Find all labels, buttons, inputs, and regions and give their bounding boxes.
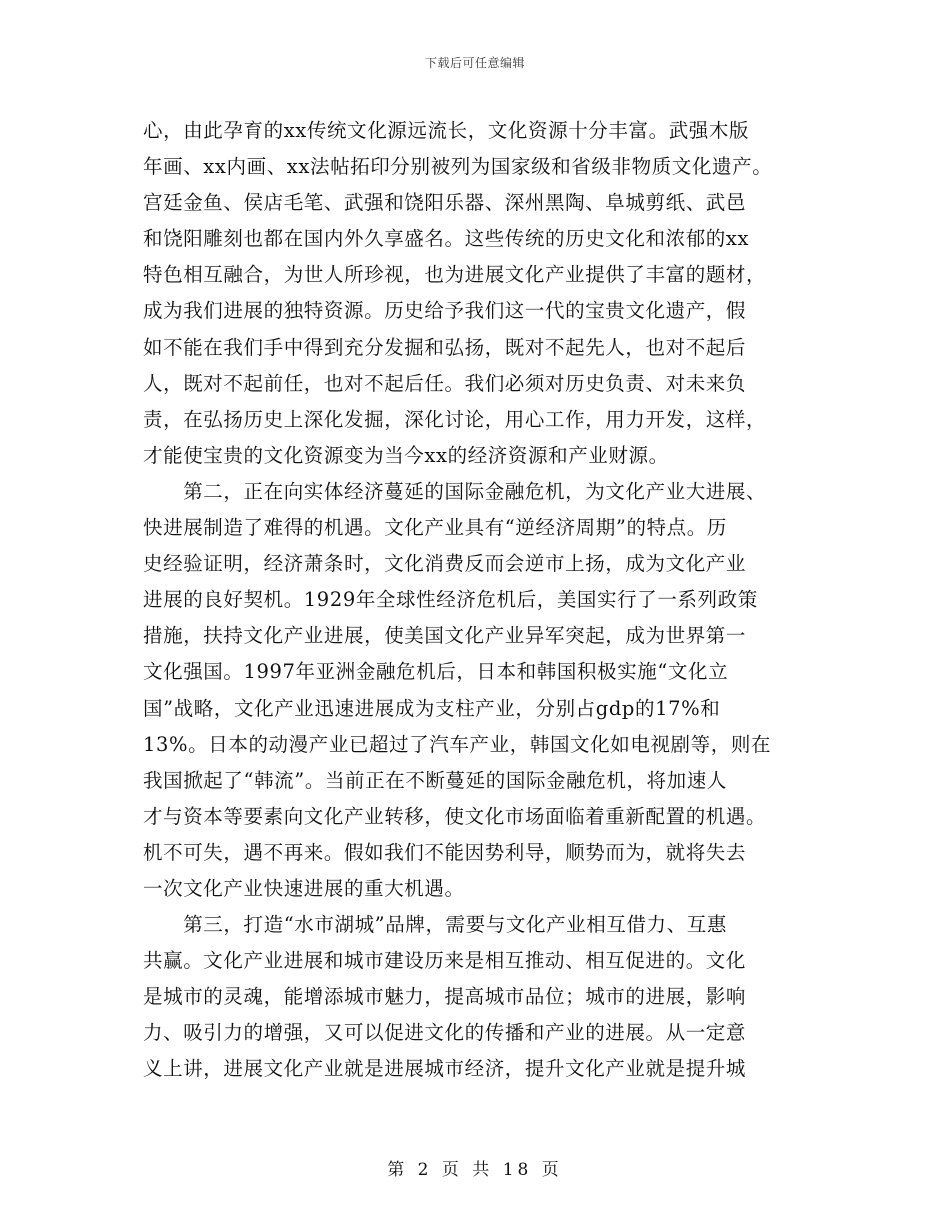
text-line: 措施，扶持文化产业进展，使美国文化产业异军突起，成为世界第一 bbox=[143, 624, 747, 648]
text-line: 心，由此孕育的xx传统文化源远流长，文化资源十分丰富。武强木版 bbox=[143, 119, 750, 142]
text-line: 是城市的灵魂，能增添城市魅力，提高城市品位；城市的进展，影响 bbox=[143, 985, 747, 1009]
text-line: 成为我们进展的独特资源。历史给予我们这一代的宝贵文化遗产，假 bbox=[143, 299, 747, 323]
text-line: 13%。日本的动漫产业已超过了汽车产业，韩国文化如电视剧等，则在 bbox=[143, 732, 772, 756]
text-line: 责，在弘扬历史上深化发掘，深化讨论，用心工作，用力开发，这样， bbox=[143, 407, 767, 431]
page-number-footer: 第 2 页 共 18 页 bbox=[387, 1160, 563, 1180]
text-line: 国”战略，文化产业迅速进展成为支柱产业，分别占gdp的17%和 bbox=[143, 696, 721, 720]
text-line: 如不能在我们手中得到充分发掘和弘扬，既对不起先人，也对不起后 bbox=[143, 335, 747, 359]
text-line: 快进展制造了难得的机遇。文化产业具有“逆经济周期”的特点。历 bbox=[143, 516, 727, 540]
text-line: 人，既对不起前任，也对不起后任。我们必须对历史负责、对未来负 bbox=[143, 371, 747, 395]
text-line: 宫廷金鱼、侯店毛笔、武强和饶阳乐器、深州黑陶、阜城剪纸、武邑 bbox=[143, 191, 747, 215]
text-line: 年画、xx内画、xx法帖拓印分别被列为国家级和省级非物质文化遗产。 bbox=[143, 155, 773, 179]
paragraph-2 bbox=[143, 474, 823, 907]
text-line: 才与资本等要素向文化产业转移，使文化市场面临着重新配置的机遇。 bbox=[143, 804, 767, 828]
text-line: 文化强国。1997年亚洲金融危机后，日本和韩国积极实施“文化立 bbox=[143, 660, 729, 684]
page-header-note: 下载后可任意编辑 bbox=[424, 56, 525, 70]
text-line: 特色相互融合，为世人所珍视，也为进展文化产业提供了丰富的题材， bbox=[143, 263, 767, 287]
text-line: 机不可失，遇不再来。假如我们不能因势利导，顺势而为，就将失去 bbox=[143, 840, 747, 864]
text-line: 才能使宝贵的文化资源变为当今xx的经济资源和产业财源。 bbox=[143, 443, 669, 467]
text-line: 史经验证明，经济萧条时，文化消费反而会逆市上扬，成为文化产业 bbox=[143, 552, 747, 576]
text-line: 我国掀起了“韩流”。当前正在不断蔓延的国际金融危机，将加速人 bbox=[143, 768, 727, 792]
text-line: 第二，正在向实体经济蔓延的国际金融危机，为文化产业大进展、 bbox=[143, 479, 767, 503]
text-line: 力、吸引力的增强，又可以促进文化的传播和产业的进展。从一定意 bbox=[143, 1021, 747, 1045]
text-line: 共赢。文化产业进展和城市建设历来是相互推动、相互促进的。文化 bbox=[143, 949, 747, 973]
text-line: 和饶阳雕刻也都在国内外久享盛名。这些传统的历史文化和浓郁的xx bbox=[143, 227, 750, 251]
paragraph-3 bbox=[143, 907, 823, 1087]
document-body bbox=[143, 113, 823, 1088]
text-line: 一次文化产业快速进展的重大机遇。 bbox=[143, 876, 465, 900]
text-line: 进展的良好契机。1929年全球性经济危机后，美国实行了一系列政策 bbox=[143, 588, 758, 612]
text-line: 第三，打造“水市湖城”品牌，需要与文化产业相互借力、互惠 bbox=[143, 913, 727, 937]
paragraph-1 bbox=[143, 113, 823, 474]
text-line: 义上讲，进展文化产业就是进展城市经济，提升文化产业就是提升城 bbox=[143, 1057, 747, 1081]
